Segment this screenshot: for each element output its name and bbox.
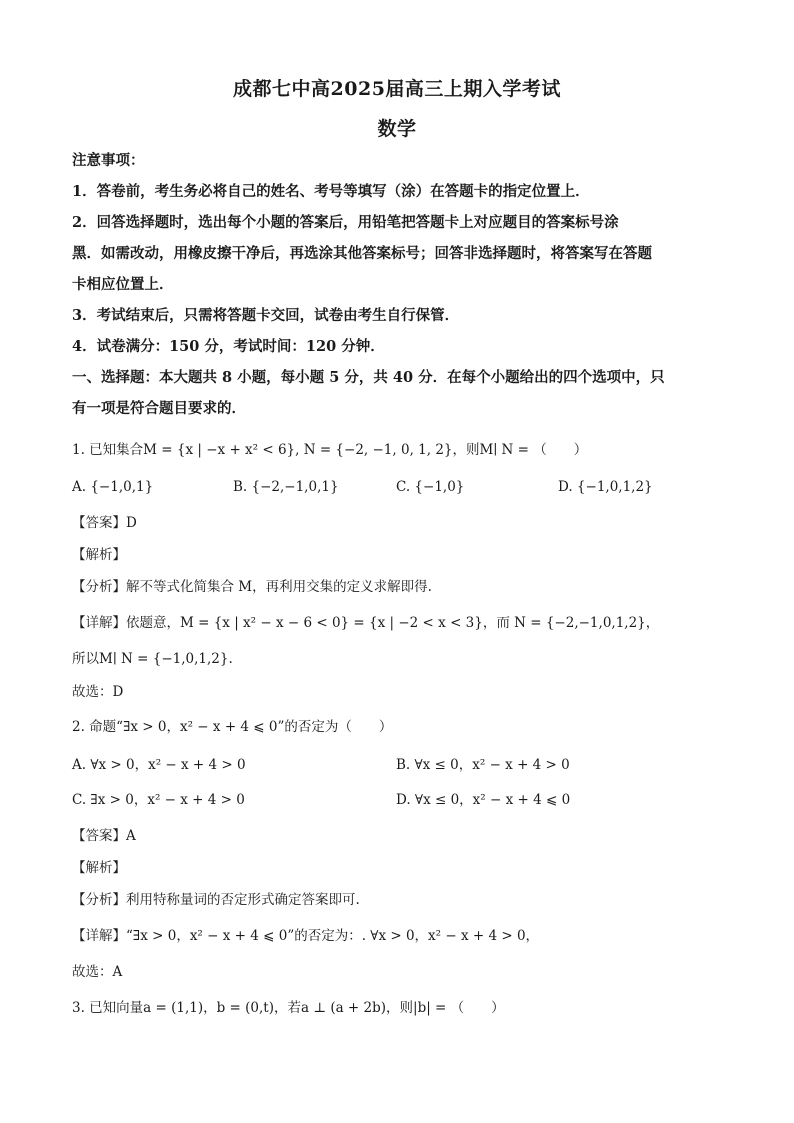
notice-heading: 注意事项：: [72, 152, 145, 169]
subject-title: 数学: [377, 118, 417, 140]
question-2-analysis-label: 【解析】: [72, 860, 126, 876]
question-2-xiangjie: 【详解】“∃x > 0，x² − x + 4 ⩽ 0”的否定为：. ∀x > 0，x² − x + 4 > 0，: [72, 928, 540, 944]
notice-item-1: 1．答卷前，考生务必将自己的姓名、考号等填写（涂）在答题卡的指定位置上．: [72, 183, 590, 200]
question-1-option-b: B. {−2,−1,0,1}: [233, 479, 339, 495]
question-2-option-a: A. ∀x > 0，x² − x + 4 > 0: [72, 757, 246, 773]
question-1-fenxi: 【分析】解不等式化简集合 M，再利用交集的定义求解即得.: [72, 579, 432, 595]
notice-item-4: 4．试卷满分：150 分，考试时间：120 分钟．: [72, 338, 385, 355]
question-1-option-d: D. {−1,0,1,2}: [558, 479, 653, 495]
question-2-option-b: B. ∀x ≤ 0，x² − x + 4 > 0: [396, 757, 570, 773]
question-2-stem: 2. 命题“∃x > 0，x² − x + 4 ⩽ 0”的否定为（ ）: [72, 719, 393, 735]
notice-item-2-line-1: 2．回答选择题时，选出每个小题的答案后，用铅笔把答题卡上对应题目的答案标号涂: [72, 214, 619, 231]
question-2-answer: 【答案】A: [72, 828, 136, 844]
question-2-option-c: C. ∃x > 0，x² − x + 4 > 0: [72, 792, 245, 808]
question-2-choice: 故选：A: [72, 964, 123, 980]
question-1-option-a: A. {−1,0,1}: [72, 479, 154, 495]
exam-title: 成都七中高2025届高三上期入学考试: [233, 78, 561, 100]
question-2-option-d: D. ∀x ≤ 0，x² − x + 4 ⩽ 0: [396, 792, 571, 808]
question-1-option-c: C. {−1,0}: [396, 479, 465, 495]
question-1-answer: 【答案】D: [72, 515, 137, 531]
notice-item-2-line-2: 黑．如需改动，用橡皮擦干净后，再选涂其他答案标号；回答非选择题时，将答案写在答题: [72, 245, 652, 262]
section-heading-line-2: 有一项是符合题目要求的．: [72, 400, 246, 417]
question-1-xiangjie: 【详解】依题意，M = {x | x² − x − 6 < 0} = {x | −2 < x < 3}，而 N = {−2,−1,0,1,2}，: [72, 615, 660, 631]
question-1-stem: 1. 已知集合M = {x | −x + x² < 6}, N = {−2, −1, 0, 1, 2}，则M∣ N = （ ）: [72, 442, 588, 458]
question-3-stem: 3. 已知向量a = (1,1)，b = (0,t)，若a ⊥ (a + 2b)，则|b| = （ ）: [72, 1000, 505, 1016]
notice-item-3: 3．考试结束后，只需将答题卡交回，试卷由考生自行保管．: [72, 307, 460, 324]
question-1-analysis-label: 【解析】: [72, 547, 126, 563]
section-heading-line-1: 一、选择题：本大题共 8 小题，每小题 5 分，共 40 分．在每个小题给出的四个选项中，只: [72, 369, 665, 386]
question-1-choice: 故选：D: [72, 684, 124, 700]
notice-item-2-line-3: 卡相应位置上．: [72, 276, 174, 293]
question-2-fenxi: 【分析】利用特称量词的否定形式确定答案即可.: [72, 892, 360, 908]
question-1-conclusion: 所以M∣ N = {−1,0,1,2}.: [72, 651, 233, 667]
